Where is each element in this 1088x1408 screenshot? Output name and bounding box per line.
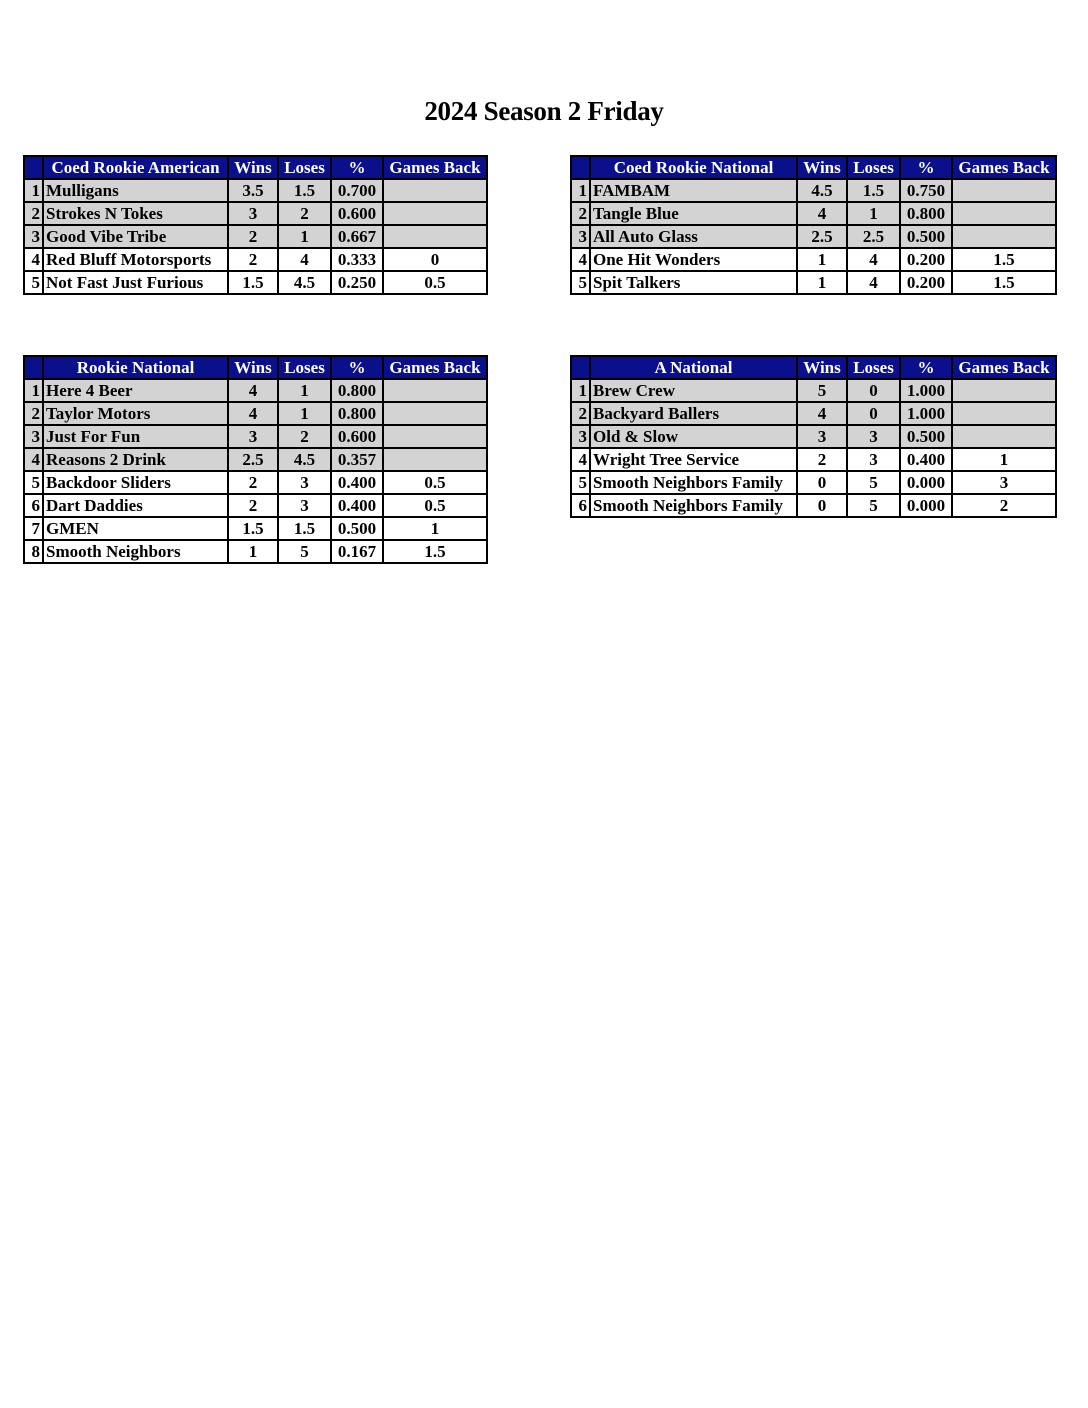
rank-cell: 1 <box>24 379 43 402</box>
loses-cell: 3 <box>278 494 331 517</box>
rank-cell: 6 <box>571 494 590 517</box>
standings-table-rookie-national <box>23 355 488 564</box>
rank-cell: 4 <box>571 448 590 471</box>
loses-cell: 1.5 <box>278 179 331 202</box>
loses-cell: 0 <box>847 402 900 425</box>
loses-cell: 1 <box>278 379 331 402</box>
loses-cell: 1.5 <box>278 517 331 540</box>
table-row <box>24 402 487 425</box>
table-row <box>24 379 487 402</box>
wins-cell: 0 <box>797 494 847 517</box>
rank-cell: 5 <box>24 471 43 494</box>
rank-cell: 5 <box>571 271 590 294</box>
pct-cell: 0.167 <box>331 540 383 563</box>
loses-cell: 1 <box>278 225 331 248</box>
table-row <box>24 248 487 271</box>
wins-cell: 4.5 <box>797 179 847 202</box>
games-back-cell: 1.5 <box>952 271 1056 294</box>
rank-cell: 1 <box>571 379 590 402</box>
standings-table-a-national <box>570 355 1057 518</box>
table-row <box>24 202 487 225</box>
games-back-header: Games Back <box>383 156 487 179</box>
loses-cell: 3 <box>278 471 331 494</box>
table-row <box>571 425 1056 448</box>
team-name-cell: Smooth Neighbors Family <box>590 494 797 517</box>
pct-cell: 0.333 <box>331 248 383 271</box>
games-back-cell <box>383 179 487 202</box>
pct-cell: 0.200 <box>900 271 952 294</box>
pct-header: % <box>331 356 383 379</box>
team-name-cell: One Hit Wonders <box>590 248 797 271</box>
wins-header: Wins <box>228 156 278 179</box>
games-back-cell: 3 <box>952 471 1056 494</box>
table-row <box>571 402 1056 425</box>
loses-cell: 1.5 <box>847 179 900 202</box>
table-row <box>24 425 487 448</box>
team-name-cell: Here 4 Beer <box>43 379 228 402</box>
games-back-cell <box>383 425 487 448</box>
wins-cell: 4 <box>228 379 278 402</box>
table-row <box>24 225 487 248</box>
table-row <box>24 179 487 202</box>
team-name-cell: Wright Tree Service <box>590 448 797 471</box>
games-back-cell <box>383 448 487 471</box>
wins-cell: 3 <box>228 202 278 225</box>
pct-cell: 0.000 <box>900 494 952 517</box>
pct-cell: 0.750 <box>900 179 952 202</box>
table-row <box>24 540 487 563</box>
loses-header: Loses <box>847 156 900 179</box>
division-name: Coed Rookie National <box>590 156 797 179</box>
loses-cell: 4 <box>847 248 900 271</box>
team-name-cell: GMEN <box>43 517 228 540</box>
rank-cell: 8 <box>24 540 43 563</box>
loses-cell: 4 <box>847 271 900 294</box>
wins-cell: 3 <box>797 425 847 448</box>
pct-cell: 0.667 <box>331 225 383 248</box>
rank-header <box>571 356 590 379</box>
games-back-cell <box>952 425 1056 448</box>
loses-cell: 3 <box>847 448 900 471</box>
pct-cell: 0.700 <box>331 179 383 202</box>
rank-cell: 7 <box>24 517 43 540</box>
header-row <box>571 156 1056 179</box>
table-row <box>571 471 1056 494</box>
rank-cell: 3 <box>24 425 43 448</box>
team-name-cell: Just For Fun <box>43 425 228 448</box>
division-name: A National <box>590 356 797 379</box>
table-row <box>571 179 1056 202</box>
team-name-cell: Backdoor Sliders <box>43 471 228 494</box>
loses-cell: 3 <box>847 425 900 448</box>
header-row <box>24 156 487 179</box>
games-back-header: Games Back <box>383 356 487 379</box>
team-name-cell: Old & Slow <box>590 425 797 448</box>
team-name-cell: FAMBAM <box>590 179 797 202</box>
rank-header <box>24 356 43 379</box>
team-name-cell: Taylor Motors <box>43 402 228 425</box>
team-name-cell: Brew Crew <box>590 379 797 402</box>
loses-header: Loses <box>278 156 331 179</box>
team-name-cell: Reasons 2 Drink <box>43 448 228 471</box>
pct-cell: 0.600 <box>331 202 383 225</box>
team-name-cell: Dart Daddies <box>43 494 228 517</box>
games-back-cell: 1 <box>952 448 1056 471</box>
pct-cell: 0.500 <box>900 425 952 448</box>
pct-cell: 0.357 <box>331 448 383 471</box>
pct-cell: 0.400 <box>331 471 383 494</box>
pct-cell: 0.000 <box>900 471 952 494</box>
wins-cell: 2 <box>228 494 278 517</box>
rank-cell: 2 <box>24 202 43 225</box>
rank-cell: 3 <box>571 225 590 248</box>
wins-cell: 2 <box>228 225 278 248</box>
header-row <box>24 356 487 379</box>
team-name-cell: Backyard Ballers <box>590 402 797 425</box>
wins-cell: 4 <box>797 202 847 225</box>
table-row <box>571 448 1056 471</box>
team-name-cell: All Auto Glass <box>590 225 797 248</box>
wins-cell: 5 <box>797 379 847 402</box>
pct-cell: 0.400 <box>331 494 383 517</box>
pct-header: % <box>900 356 952 379</box>
pct-cell: 1.000 <box>900 402 952 425</box>
team-name-cell: Tangle Blue <box>590 202 797 225</box>
team-name-cell: Strokes N Tokes <box>43 202 228 225</box>
table-row <box>24 448 487 471</box>
wins-header: Wins <box>228 356 278 379</box>
wins-cell: 2 <box>228 248 278 271</box>
loses-cell: 5 <box>847 494 900 517</box>
loses-cell: 4.5 <box>278 448 331 471</box>
team-name-cell: Good Vibe Tribe <box>43 225 228 248</box>
pct-cell: 0.200 <box>900 248 952 271</box>
wins-cell: 2 <box>228 471 278 494</box>
rank-cell: 4 <box>24 248 43 271</box>
games-back-cell <box>383 225 487 248</box>
rank-cell: 1 <box>24 179 43 202</box>
pct-cell: 0.800 <box>331 379 383 402</box>
pct-cell: 0.500 <box>900 225 952 248</box>
pct-header: % <box>900 156 952 179</box>
team-name-cell: Spit Talkers <box>590 271 797 294</box>
wins-cell: 2 <box>797 448 847 471</box>
table-row <box>24 517 487 540</box>
wins-cell: 2.5 <box>797 225 847 248</box>
team-name-cell: Not Fast Just Furious <box>43 271 228 294</box>
pct-header: % <box>331 156 383 179</box>
rank-cell: 3 <box>571 425 590 448</box>
division-name: Rookie National <box>43 356 228 379</box>
wins-cell: 1 <box>797 248 847 271</box>
table-row <box>571 494 1056 517</box>
games-back-cell: 1.5 <box>952 248 1056 271</box>
pct-cell: 0.800 <box>900 202 952 225</box>
rank-cell: 2 <box>24 402 43 425</box>
page-title: 2024 Season 2 Friday <box>424 96 664 126</box>
pct-cell: 0.500 <box>331 517 383 540</box>
games-back-header: Games Back <box>952 356 1056 379</box>
table-row <box>571 225 1056 248</box>
pct-cell: 0.600 <box>331 425 383 448</box>
rank-cell: 6 <box>24 494 43 517</box>
table-row <box>24 494 487 517</box>
games-back-cell: 0.5 <box>383 271 487 294</box>
loses-cell: 2 <box>278 202 331 225</box>
games-back-header: Games Back <box>952 156 1056 179</box>
wins-cell: 4 <box>797 402 847 425</box>
loses-cell: 1 <box>847 202 900 225</box>
wins-cell: 1.5 <box>228 517 278 540</box>
rank-cell: 4 <box>24 448 43 471</box>
games-back-cell <box>383 379 487 402</box>
games-back-cell: 0.5 <box>383 471 487 494</box>
wins-cell: 3 <box>228 425 278 448</box>
rank-cell: 2 <box>571 402 590 425</box>
rank-cell: 4 <box>571 248 590 271</box>
pct-cell: 0.250 <box>331 271 383 294</box>
standings-table-coed-rookie-national <box>570 155 1057 295</box>
rank-cell: 2 <box>571 202 590 225</box>
loses-cell: 4.5 <box>278 271 331 294</box>
wins-header: Wins <box>797 356 847 379</box>
wins-cell: 1 <box>228 540 278 563</box>
loses-cell: 1 <box>278 402 331 425</box>
header-row <box>571 356 1056 379</box>
loses-cell: 5 <box>278 540 331 563</box>
pct-cell: 0.400 <box>900 448 952 471</box>
games-back-cell <box>383 202 487 225</box>
loses-header: Loses <box>847 356 900 379</box>
table-row <box>24 471 487 494</box>
games-back-cell: 1.5 <box>383 540 487 563</box>
loses-cell: 5 <box>847 471 900 494</box>
table-row <box>571 248 1056 271</box>
pct-cell: 1.000 <box>900 379 952 402</box>
rank-cell: 3 <box>24 225 43 248</box>
wins-cell: 0 <box>797 471 847 494</box>
wins-cell: 1 <box>797 271 847 294</box>
wins-cell: 3.5 <box>228 179 278 202</box>
loses-header: Loses <box>278 356 331 379</box>
team-name-cell: Mulligans <box>43 179 228 202</box>
games-back-cell <box>383 402 487 425</box>
games-back-cell <box>952 402 1056 425</box>
games-back-cell <box>952 379 1056 402</box>
rank-cell: 5 <box>571 471 590 494</box>
loses-cell: 2 <box>278 425 331 448</box>
rank-header <box>571 156 590 179</box>
games-back-cell: 2 <box>952 494 1056 517</box>
loses-cell: 2.5 <box>847 225 900 248</box>
table-row <box>24 271 487 294</box>
games-back-cell <box>952 179 1056 202</box>
team-name-cell: Smooth Neighbors Family <box>590 471 797 494</box>
wins-cell: 1.5 <box>228 271 278 294</box>
table-row <box>571 202 1056 225</box>
standings-table-coed-rookie-american <box>23 155 488 295</box>
team-name-cell: Smooth Neighbors <box>43 540 228 563</box>
rank-cell: 5 <box>24 271 43 294</box>
games-back-cell <box>952 202 1056 225</box>
games-back-cell: 0.5 <box>383 494 487 517</box>
team-name-cell: Red Bluff Motorsports <box>43 248 228 271</box>
loses-cell: 0 <box>847 379 900 402</box>
loses-cell: 4 <box>278 248 331 271</box>
games-back-cell: 0 <box>383 248 487 271</box>
division-name: Coed Rookie American <box>43 156 228 179</box>
table-row <box>571 271 1056 294</box>
pct-cell: 0.800 <box>331 402 383 425</box>
table-row <box>571 379 1056 402</box>
wins-cell: 2.5 <box>228 448 278 471</box>
wins-header: Wins <box>797 156 847 179</box>
wins-cell: 4 <box>228 402 278 425</box>
rank-header <box>24 156 43 179</box>
games-back-cell: 1 <box>383 517 487 540</box>
rank-cell: 1 <box>571 179 590 202</box>
games-back-cell <box>952 225 1056 248</box>
